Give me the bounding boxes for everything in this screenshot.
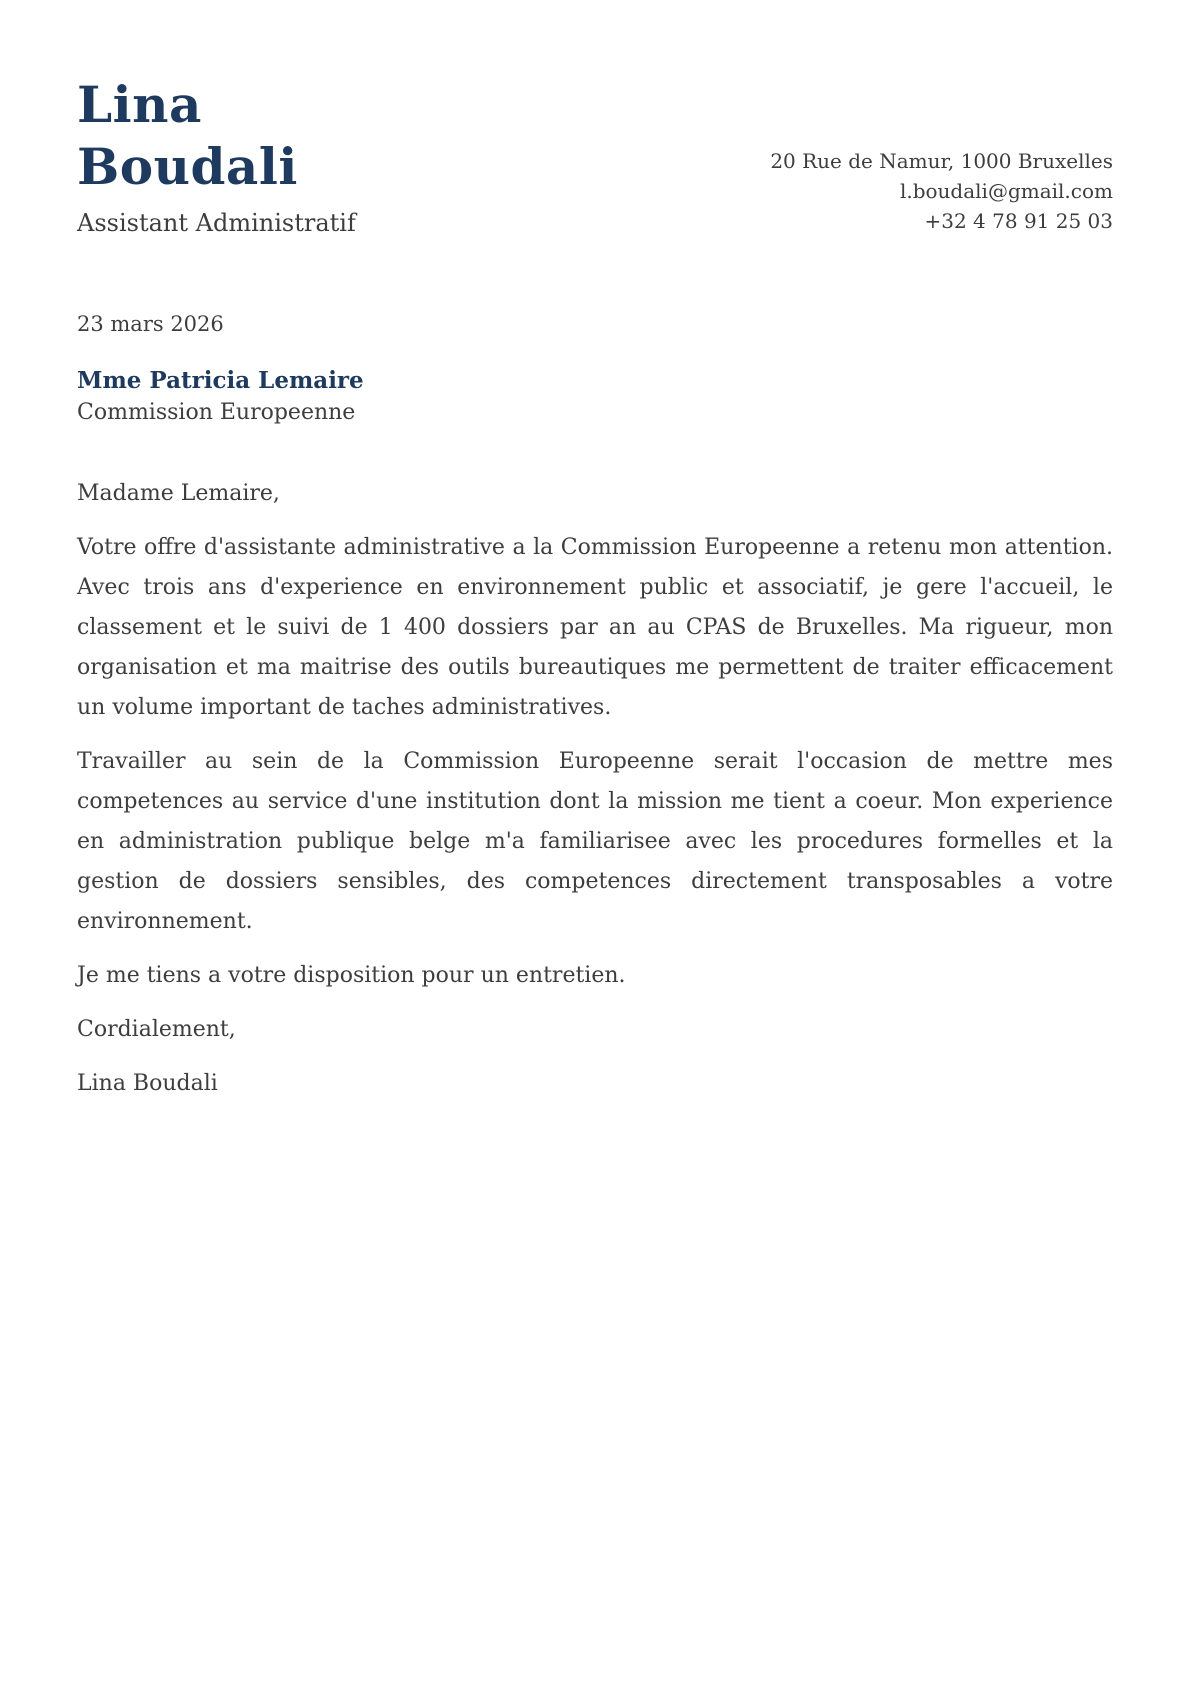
contact-phone: +32 4 78 91 25 03: [924, 209, 1113, 233]
contact-info: [770, 146, 1113, 238]
salutation: Madame Lemaire,: [77, 481, 280, 506]
body-paragraph-3: Je me tiens a votre disposition pour un entretien.: [77, 963, 626, 988]
body-paragraph-1: Votre offre d'assistante administrative a la Commission Europeenne a retenu mon attention. Avec trois ans d'experience en environnement public et associatif, je gere l'accueil, le classement et le suivi de 1 400 dossiers par an au CPAS de Bruxelles. Ma rigueur, mon organisation et ma maitrise des outils bureautiques me permettent de traiter efficacement un volume important de taches administratives.: [77, 535, 1113, 720]
signature: Lina Boudali: [77, 1071, 218, 1096]
contact-address: 20 Rue de Namur, 1000 Bruxelles: [770, 149, 1113, 173]
contact-email: l.boudali@gmail.com: [899, 179, 1113, 203]
author-last-name: Boudali: [77, 137, 298, 196]
author-identity: [77, 74, 356, 238]
recipient-name: Mme Patricia Lemaire: [77, 367, 364, 394]
body-paragraph-2: Travailler au sein de la Commission Europeenne serait l'occasion de mettre mes competences au service d'une institution dont la mission me tient a coeur. Mon experience en administration publique belge m'a familiarisee avec les procedures formelles et la gestion de dossiers sensibles, des competences directement transposables a votre environnement.: [77, 749, 1113, 934]
recipient-block: [77, 366, 1113, 428]
closing: Cordialement,: [77, 1017, 236, 1042]
author-job-title: Assistant Administratif: [77, 209, 356, 237]
recipient-organization: Commission Europeenne: [77, 400, 356, 425]
letter-date: 23 mars 2026: [77, 312, 224, 336]
author-first-name: Lina: [77, 75, 202, 134]
author-name: [77, 74, 356, 198]
letter-header: [77, 74, 1113, 238]
